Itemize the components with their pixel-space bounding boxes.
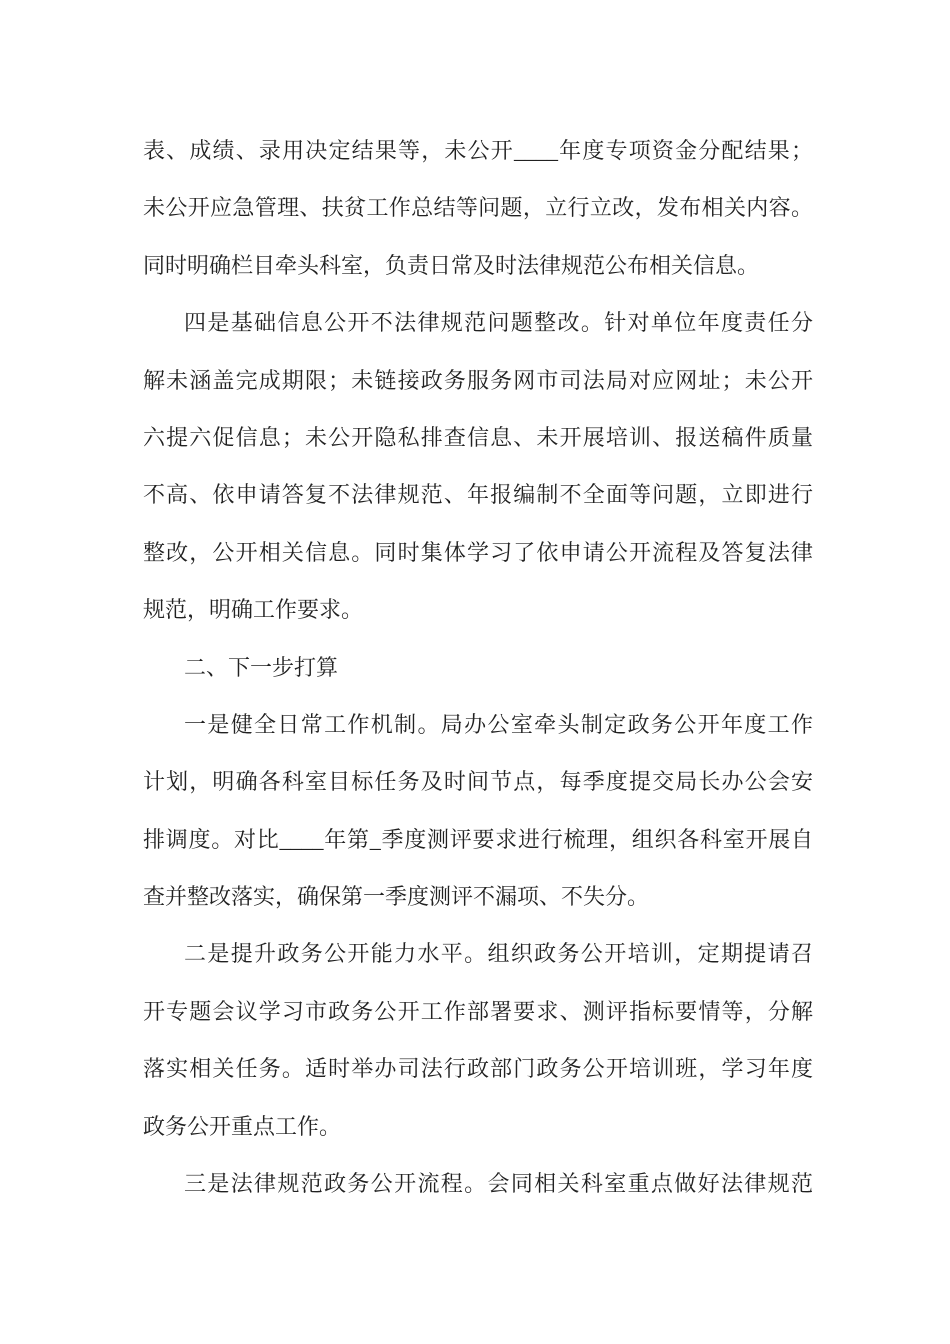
text-line: 开专题会议学习市政务公开工作部署要求、测评指标要情等，分解 — [143, 998, 813, 1024]
text-line: 六提六促信息；未公开隐私排查信息、未开展培训、报送稿件质量 — [143, 424, 813, 450]
text-line: 政务公开重点工作。 — [143, 1113, 342, 1139]
document-text-block — [143, 122, 813, 1212]
text-line: 一是健全日常工作机制。局办公室牵头制定政务公开年度工作 — [184, 711, 813, 737]
text-line: 二、下一步打算 — [184, 654, 339, 680]
text-line: 落实相关任务。适时举办司法行政部门政务公开培训班，学习年度 — [143, 1056, 813, 1082]
text-line: 查并整改落实，确保第一季度测评不漏项、不失分。 — [143, 884, 650, 910]
text-line: 解未涵盖完成期限；未链接政务服务网市司法局对应网址；未公开 — [143, 367, 813, 393]
text-line: 整改，公开相关信息。同时集体学习了依申请公开流程及答复法律 — [143, 539, 813, 565]
text-line: 三是法律规范政务公开流程。会同相关科室重点做好法律规范 — [184, 1171, 813, 1197]
text-line: 未公开应急管理、扶贫工作总结等问题，立行立改，发布相关内容。 — [143, 195, 813, 221]
text-line: 表、成绩、录用决定结果等，未公开____年度专项资金分配结果； — [143, 138, 813, 163]
text-line: 同时明确栏目牵头科室，负责日常及时法律规范公布相关信息。 — [143, 252, 760, 278]
text-line: 规范，明确工作要求。 — [143, 597, 364, 623]
text-line: 四是基础信息公开不法律规范问题整改。针对单位年度责任分 — [184, 310, 813, 336]
text-line: 排调度。对比____年第_季度测评要求进行梳理，组织各科室开展自 — [143, 826, 813, 852]
text-line: 不高、依申请答复不法律规范、年报编制不全面等问题，立即进行 — [143, 482, 813, 508]
text-line: 计划，明确各科室目标任务及时间节点，每季度提交局长办公会安 — [143, 769, 813, 795]
text-line: 二是提升政务公开能力水平。组织政务公开培训，定期提请召 — [184, 941, 813, 967]
